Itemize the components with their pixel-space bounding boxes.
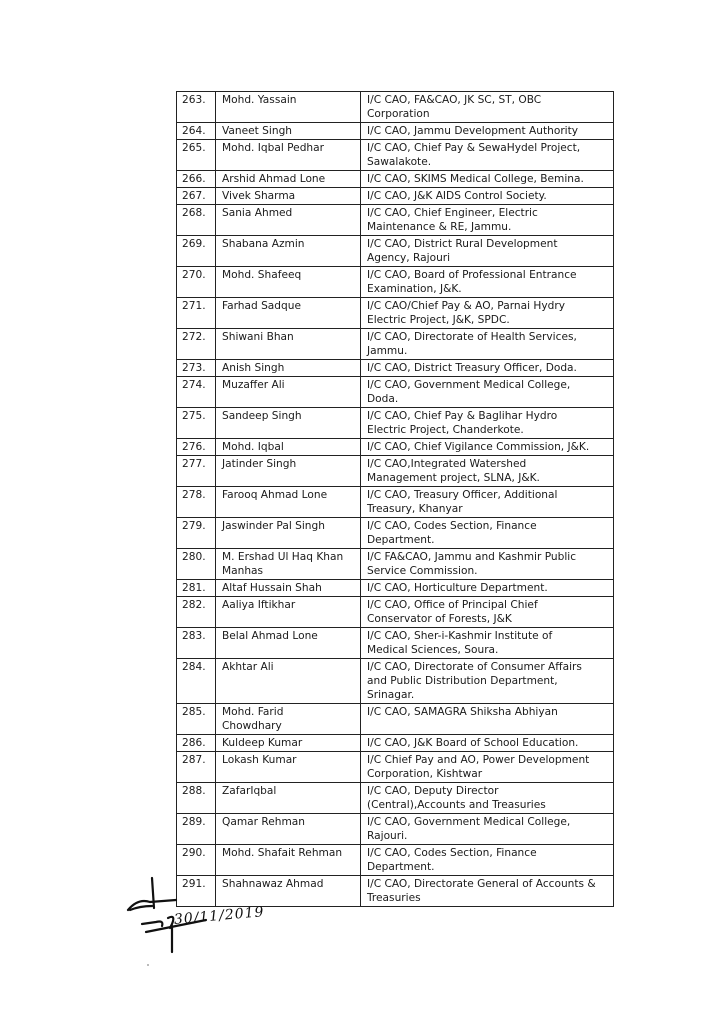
serial-number-cell: 286. (177, 735, 216, 752)
posting-cell: I/C CAO, SKIMS Medical College, Bemina. (361, 171, 614, 188)
posting-cell: I/C CAO, Deputy Director (Central),Accounts and Treasuries (361, 783, 614, 814)
serial-number-cell: 279. (177, 518, 216, 549)
table-row (177, 704, 614, 735)
serial-number-cell: 264. (177, 123, 216, 140)
officer-name-cell: Anish Singh (216, 360, 361, 377)
officer-name-cell: Altaf Hussain Shah (216, 580, 361, 597)
table-row (177, 439, 614, 456)
table-row (177, 171, 614, 188)
signature-date: 30/11/2019 (173, 904, 266, 928)
serial-number-cell: 265. (177, 140, 216, 171)
serial-number-cell: 280. (177, 549, 216, 580)
serial-number-cell: 276. (177, 439, 216, 456)
officer-name-cell: Shahnawaz Ahmad (216, 876, 361, 907)
officer-name-cell: Jaswinder Pal Singh (216, 518, 361, 549)
posting-cell: I/C CAO, Chief Pay & Baglihar Hydro Electric Project, Chanderkote. (361, 408, 614, 439)
serial-number-cell: 266. (177, 171, 216, 188)
officer-name-cell: Farooq Ahmad Lone (216, 487, 361, 518)
table-row (177, 659, 614, 704)
officer-name-cell: Akhtar Ali (216, 659, 361, 704)
serial-number-cell: 290. (177, 845, 216, 876)
table-row (177, 735, 614, 752)
posting-cell: I/C CAO, Government Medical College, Doda. (361, 377, 614, 408)
officers-table (176, 91, 614, 907)
officer-name-cell: Farhad Sadque (216, 298, 361, 329)
posting-cell: I/C CAO, Jammu Development Authority (361, 123, 614, 140)
serial-number-cell: 287. (177, 752, 216, 783)
table-row (177, 518, 614, 549)
table-row (177, 549, 614, 580)
serial-number-cell: 274. (177, 377, 216, 408)
table-body (177, 92, 614, 907)
scan-speck (147, 964, 149, 966)
serial-number-cell: 291. (177, 876, 216, 907)
table-row (177, 752, 614, 783)
serial-number-cell: 270. (177, 267, 216, 298)
posting-cell: I/C CAO, Codes Section, Finance Department. (361, 845, 614, 876)
officer-name-cell: Sandeep Singh (216, 408, 361, 439)
posting-cell: I/C CAO, Government Medical College, Rajouri. (361, 814, 614, 845)
officer-name-cell: Mohd. Shafait Rehman (216, 845, 361, 876)
posting-cell: I/C CAO, District Rural Development Agency, Rajouri (361, 236, 614, 267)
table-row (177, 377, 614, 408)
table-row (177, 628, 614, 659)
table-row (177, 597, 614, 628)
table-row (177, 408, 614, 439)
posting-cell: I/C CAO, SAMAGRA Shiksha Abhiyan (361, 704, 614, 735)
officer-name-cell: Mohd. Iqbal (216, 439, 361, 456)
table-row (177, 205, 614, 236)
posting-cell: I/C CAO, J&K AIDS Control Society. (361, 188, 614, 205)
officer-name-cell: Mohd. Farid Chowdhary (216, 704, 361, 735)
posting-cell: I/C CAO,Integrated Watershed Management project, SLNA, J&K. (361, 456, 614, 487)
posting-cell: I/C CAO, Sher-i-Kashmir Institute of Medical Sciences, Soura. (361, 628, 614, 659)
officer-name-cell: Sania Ahmed (216, 205, 361, 236)
posting-cell: I/C CAO, Chief Engineer, Electric Maintenance & RE, Jammu. (361, 205, 614, 236)
officer-name-cell: Lokash Kumar (216, 752, 361, 783)
posting-cell: I/C CAO, Chief Pay & SewaHydel Project, Sawalakote. (361, 140, 614, 171)
posting-cell: I/C CAO, Directorate of Consumer Affairs and Public Distribution Department, Srinagar. (361, 659, 614, 704)
table-row (177, 580, 614, 597)
serial-number-cell: 284. (177, 659, 216, 704)
serial-number-cell: 267. (177, 188, 216, 205)
serial-number-cell: 281. (177, 580, 216, 597)
table-row (177, 456, 614, 487)
officer-name-cell: Mohd. Iqbal Pedhar (216, 140, 361, 171)
posting-cell: I/C CAO, FA&CAO, JK SC, ST, OBC Corporation (361, 92, 614, 123)
officer-name-cell: M. Ershad Ul Haq Khan Manhas (216, 549, 361, 580)
table-row (177, 487, 614, 518)
serial-number-cell: 269. (177, 236, 216, 267)
serial-number-cell: 288. (177, 783, 216, 814)
posting-cell: I/C CAO, Chief Vigilance Commission, J&K. (361, 439, 614, 456)
table-row (177, 329, 614, 360)
posting-cell: I/C CAO, Codes Section, Finance Department. (361, 518, 614, 549)
table-row (177, 360, 614, 377)
posting-cell: I/C FA&CAO, Jammu and Kashmir Public Service Commission. (361, 549, 614, 580)
officer-name-cell: ZafarIqbal (216, 783, 361, 814)
table-row (177, 92, 614, 123)
serial-number-cell: 275. (177, 408, 216, 439)
officer-name-cell: Kuldeep Kumar (216, 735, 361, 752)
serial-number-cell: 282. (177, 597, 216, 628)
posting-cell: I/C CAO, District Treasury Officer, Doda. (361, 360, 614, 377)
serial-number-cell: 263. (177, 92, 216, 123)
officer-name-cell: Belal Ahmad Lone (216, 628, 361, 659)
serial-number-cell: 277. (177, 456, 216, 487)
posting-cell: I/C CAO, Office of Principal Chief Conservator of Forests, J&K (361, 597, 614, 628)
table-row (177, 188, 614, 205)
serial-number-cell: 285. (177, 704, 216, 735)
officer-name-cell: Mohd. Shafeeq (216, 267, 361, 298)
serial-number-cell: 289. (177, 814, 216, 845)
officer-name-cell: Vivek Sharma (216, 188, 361, 205)
posting-cell: I/C CAO, Board of Professional Entrance Examination, J&K. (361, 267, 614, 298)
table-row (177, 140, 614, 171)
officer-name-cell: Vaneet Singh (216, 123, 361, 140)
posting-cell: I/C CAO, Directorate General of Accounts & Treasuries (361, 876, 614, 907)
table-row (177, 298, 614, 329)
officer-name-cell: Qamar Rehman (216, 814, 361, 845)
serial-number-cell: 273. (177, 360, 216, 377)
posting-cell: I/C CAO, Directorate of Health Services, Jammu. (361, 329, 614, 360)
officer-name-cell: Mohd. Yassain (216, 92, 361, 123)
posting-cell: I/C Chief Pay and AO, Power Development Corporation, Kishtwar (361, 752, 614, 783)
officer-name-cell: Jatinder Singh (216, 456, 361, 487)
officer-name-cell: Arshid Ahmad Lone (216, 171, 361, 188)
table-row (177, 783, 614, 814)
posting-cell: I/C CAO/Chief Pay & AO, Parnai Hydry Electric Project, J&K, SPDC. (361, 298, 614, 329)
posting-cell: I/C CAO, J&K Board of School Education. (361, 735, 614, 752)
officer-name-cell: Shabana Azmin (216, 236, 361, 267)
table-row (177, 123, 614, 140)
posting-cell: I/C CAO, Horticulture Department. (361, 580, 614, 597)
serial-number-cell: 271. (177, 298, 216, 329)
posting-cell: I/C CAO, Treasury Officer, Additional Treasury, Khanyar (361, 487, 614, 518)
officer-name-cell: Muzaffer Ali (216, 377, 361, 408)
table-row (177, 814, 614, 845)
table-row (177, 236, 614, 267)
table-row (177, 267, 614, 298)
officer-name-cell: Aaliya Iftikhar (216, 597, 361, 628)
officer-name-cell: Shiwani Bhan (216, 329, 361, 360)
serial-number-cell: 268. (177, 205, 216, 236)
serial-number-cell: 278. (177, 487, 216, 518)
serial-number-cell: 283. (177, 628, 216, 659)
serial-number-cell: 272. (177, 329, 216, 360)
